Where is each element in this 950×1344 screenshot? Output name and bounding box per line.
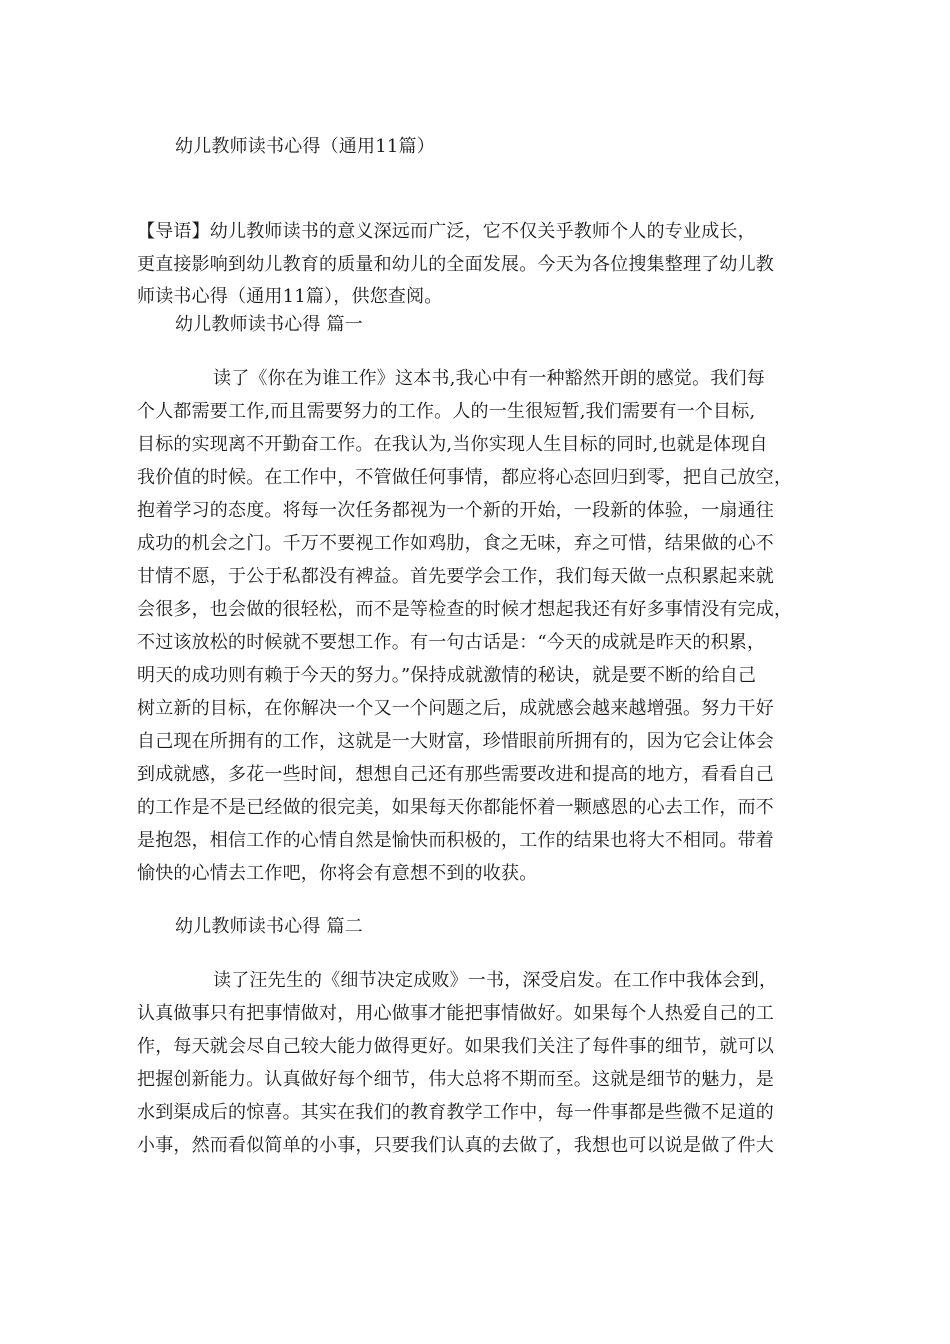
section-1-line-16: 愉快的心情去工作吧，你将会有意想不到的收获。 — [137, 863, 538, 884]
intro-line-3: 师读书心得（通用11篇），供您查阅。 — [137, 286, 443, 307]
section-2-line-3: 作，每天就会尽自己较大能力做得更好。如果我们关注了每件事的细节，就可以 — [137, 1036, 774, 1057]
section-1-line-13: 到成就感，多花一些时间，想想自己还有那些需要改进和提高的地方，看看自己 — [137, 764, 774, 785]
section-2-heading: 幼儿教师读书心得 篇二 — [175, 916, 363, 937]
intro-line-2: 更直接影响到幼儿教育的质量和幼儿的全面发展。今天为各位搜集整理了幼儿教 — [137, 254, 774, 275]
section-1-line-2: 个人都需要工作,而且需要努力的工作。人的一生很短暂,我们需要有一个目标, — [137, 401, 756, 422]
section-1-heading: 幼儿教师读书心得 篇一 — [175, 314, 363, 335]
section-1-line-14: 的工作是不是已经做的很完美，如果每天你都能怀着一颗感恩的心去工作，而不 — [137, 797, 774, 818]
section-1-line-1: 读了《你在为谁工作》这本书,我心中有一种豁然开朗的感觉。我们每 — [213, 368, 765, 389]
section-1-line-5: 抱着学习的态度。将每一次任务都视为一个新的开始，一段新的体验，一扇通往 — [137, 500, 774, 521]
intro-line-1: 【导语】幼儿教师读书的意义深远而广泛，它不仅关乎教师个人的专业成长， — [137, 221, 756, 242]
section-1-line-12: 自己现在所拥有的工作，这就是一大财富，珍惜眼前所拥有的，因为它会让体会 — [137, 731, 774, 752]
section-1-line-9: 不过该放松的时候就不要想工作。有一句古话是：“今天的成就是昨天的积累， — [137, 632, 766, 653]
section-1-line-4: 我价值的时候。在工作中，不管做任何事情，都应将心态回归到零，把自己放空， — [137, 467, 793, 488]
section-1-line-10: 明天的成功则有赖于今天的努力。”保持成就激情的秘诀，就是要不断的给自己 — [137, 665, 757, 686]
section-2-line-4: 把握创新能力。认真做好每个细节，伟大总将不期而至。这就是细节的魅力，是 — [137, 1069, 774, 1090]
section-1-line-15: 是抱怨，相信工作的心情自然是愉快而积极的，工作的结果也将大不相同。带着 — [137, 830, 774, 851]
section-1-line-11: 树立新的目标，在你解决一个又一个问题之后，成就感会越来越增强。努力干好 — [137, 698, 774, 719]
document-title: 幼儿教师读书心得（通用11篇） — [175, 136, 435, 157]
section-1-line-8: 会很多，也会做的很轻松，而不是等检查的时候才想起我还有好多事情没有完成， — [137, 599, 793, 620]
section-1-line-7: 甘情不愿，于公于私都没有裨益。首先要学会工作，我们每天做一点积累起来就 — [137, 566, 774, 587]
section-2-line-5: 水到渠成后的惊喜。其实在我们的教育教学工作中，每一件事都是些微不足道的 — [137, 1102, 774, 1123]
section-1-line-6: 成功的机会之门。千万不要视工作如鸡肋，食之无味，弃之可惜，结果做的心不 — [137, 533, 774, 554]
section-2-line-6: 小事，然而看似简单的小事，只要我们认真的去做了，我想也可以说是做了件大 — [137, 1135, 774, 1156]
section-2-line-2: 认真做事只有把事情做对，用心做事才能把事情做好。如果每个人热爱自己的工 — [137, 1003, 774, 1024]
section-2-line-1: 读了汪先生的《细节决定成败》一书，深受启发。在工作中我体会到， — [213, 970, 778, 991]
section-1-line-3: 目标的实现离不开勤奋工作。在我认为,当你实现人生目标的同时,也就是体现自 — [137, 434, 768, 455]
